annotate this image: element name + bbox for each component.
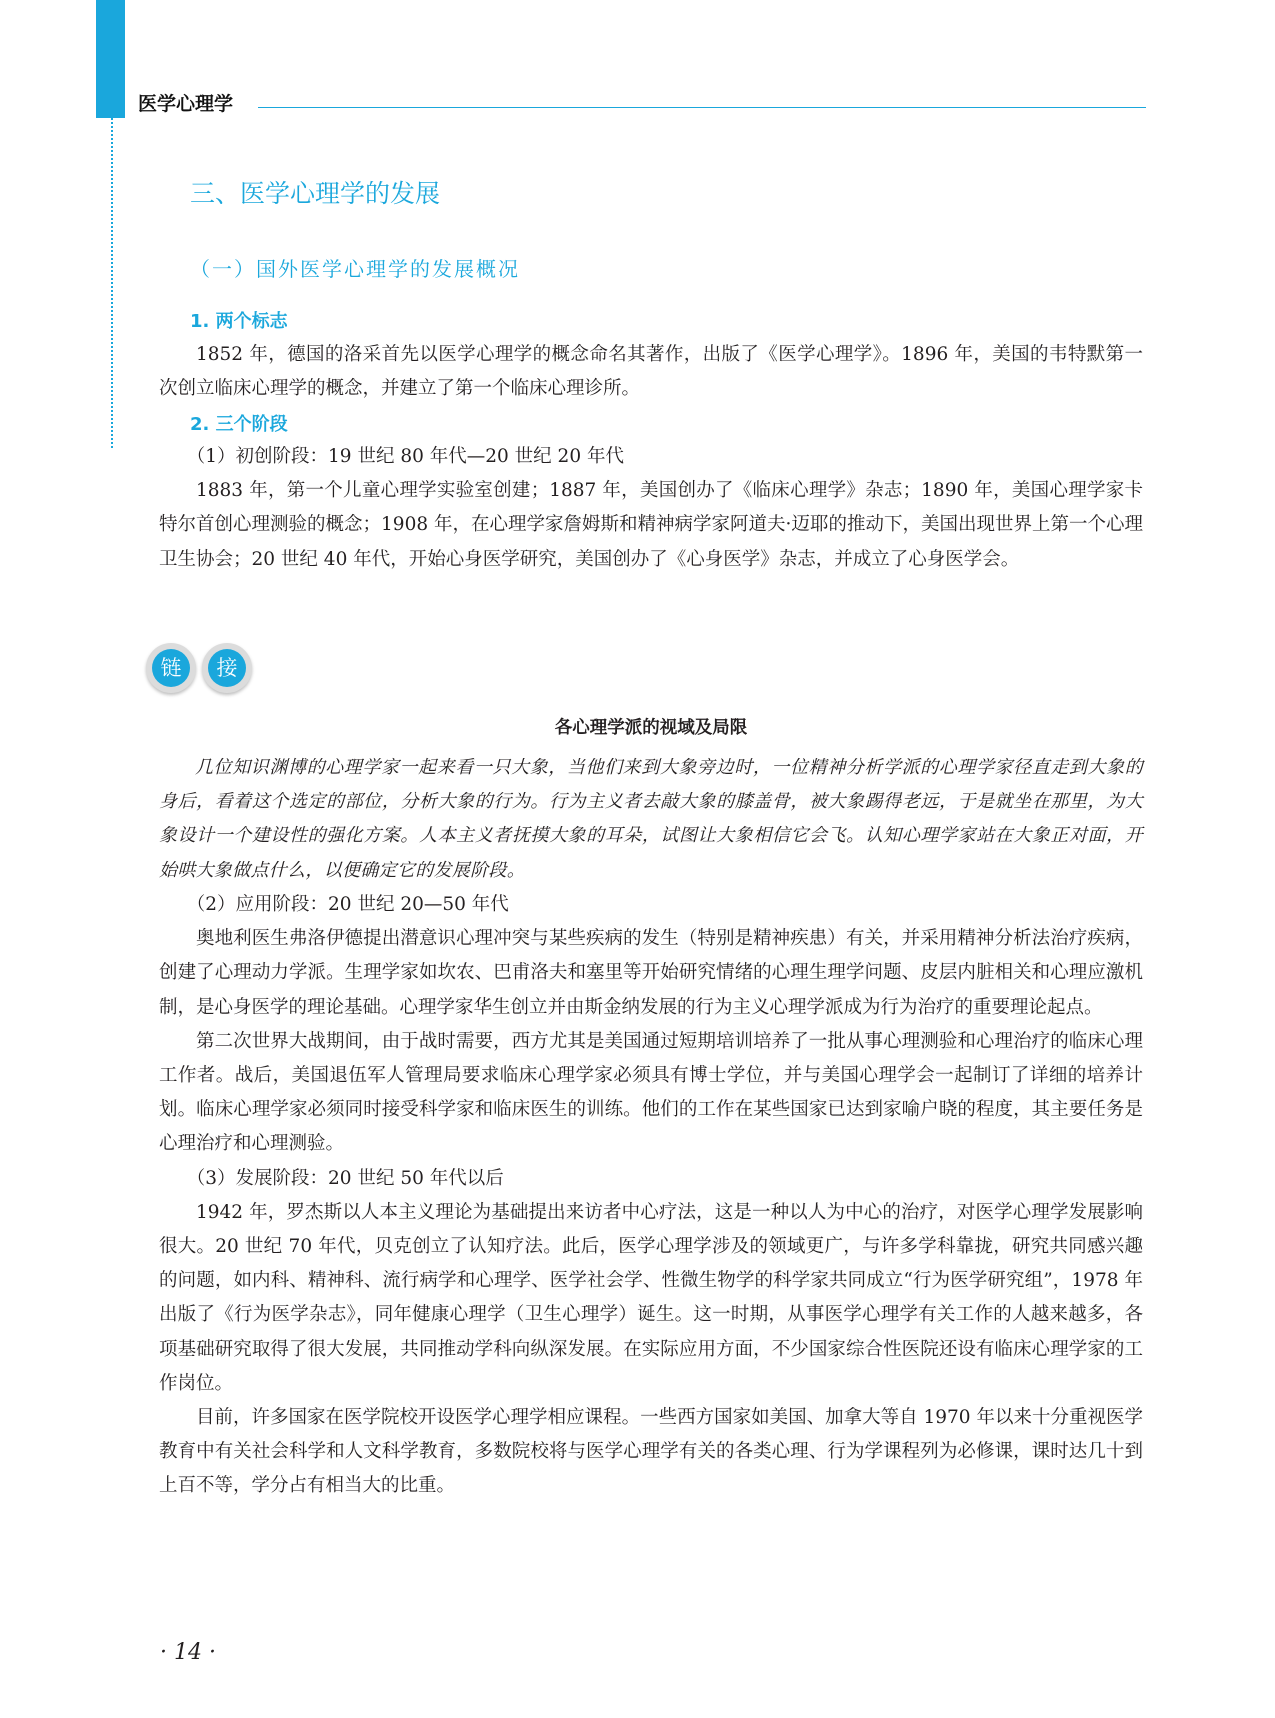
phase2-text-2: 第二次世界大战期间，由于战时需要，西方尤其是美国通过短期培训培养了一批从事心理测验和心理治疗的临床心理工作者。战后，美国退伍军人管理局要求临床心理学家必须具有博士学位，并与美国心理学会一起制订了详细的培养计划。临床心理学家必须同时接受科学家和临床医生的训练。他们的工作在某些国家已达到家喻户晓的程度，其主要任务是心理治疗和心理测验。 bbox=[159, 1030, 1143, 1155]
phase3-title: （3）发展阶段：20 世纪 50 年代以后 bbox=[186, 1167, 504, 1189]
link-badge-2 bbox=[202, 643, 252, 693]
section-title: 三、医学心理学的发展 bbox=[190, 179, 441, 208]
link-badge-1 bbox=[146, 643, 196, 693]
point-title-two-marks: 1. 两个标志 bbox=[190, 311, 288, 332]
link-badges bbox=[146, 643, 266, 699]
phase1-text: 1883 年，第一个儿童心理学实验室创建；1887 年，美国创办了《临床心理学》杂志；1890 年，美国心理学家卡特尔首创心理测验的概念；1908 年，在心理学家詹姆斯和精神病学家阿道夫·迈耶的推动下，美国出现世界上第一个心理卫生协会；20 世纪 40 年代，开始心身医学研究，美国创办了《心身医学》杂志，并成立了心身医学会。 bbox=[159, 480, 1143, 570]
subsection-title: （一）国外医学心理学的发展概况 bbox=[190, 257, 520, 281]
point-title-three-stages: 2. 三个阶段 bbox=[190, 414, 288, 435]
phase3-text: 1942 年，罗杰斯以人本主义理论为基础提出来访者中心疗法，这是一种以人为中心的治疗，对医学心理学发展影响很大。20 世纪 70 年代，贝克创立了认知疗法。此后，医学心理学涉及的领域更广，与许多学科靠拢，研究共同感兴趣的问题，如内科、精神科、流行病学和心理学、医学社会学、性微生物学的科学家共同成立“行为医学研究组”，1978 年出版了《行为医学杂志》，同年健康心理学（卫生心理学）诞生。这一时期，从事医学心理学有关工作的人越来越多，各项基础研究取得了很大发展，共同推动学科向纵深发展。在实际应用方面，不少国家综合性医院还设有临床心理学家的工作岗位。 bbox=[159, 1201, 1143, 1394]
link-box-text: 几位知识渊博的心理学家一起来看一只大象，当他们来到大象旁边时，一位精神分析学派的心理学家径直走到大象的身后，看着这个选定的部位，分析大象的行为。行为主义者去敲大象的膝盖骨，被大象踢得老远，于是就坐在那里，为大象设计一个建设性的强化方案。人本主义者抚摸大象的耳朵，试图让大象相信它会飞。认知心理学家站在大象正对面，开始哄大象做点什么，以便确定它的发展阶段。 bbox=[159, 757, 1143, 881]
page-number: · 14 · bbox=[160, 1640, 216, 1665]
link-box-title: 各心理学派的视域及局限 bbox=[554, 718, 748, 738]
closing-text: 目前，许多国家在医学院校开设医学心理学相应课程。一些西方国家如美国、加拿大等自 1970 年以来十分重视医学教育中有关社会科学和人文科学教育，多数院校将与医学心理学有关的各类心理、行为学课程列为必修课，课时达几十到上百不等，学分占有相当大的比重。 bbox=[159, 1407, 1143, 1497]
phase1-block bbox=[159, 440, 1143, 577]
header-rule bbox=[258, 107, 1146, 108]
link-box-text-block bbox=[159, 751, 1143, 888]
link-badge-1-label: 链 bbox=[152, 649, 190, 687]
paragraph-text: 1852 年，德国的洛采首先以医学心理学的概念命名其著作，出版了《医学心理学》。1896 年，美国的韦特默第一次创立临床心理学的概念，并建立了第一个临床心理诊所。 bbox=[159, 344, 1143, 400]
phase1-title: （1）初创阶段：19 世纪 80 年代—20 世纪 20 年代 bbox=[186, 446, 624, 467]
margin-dotted-line bbox=[111, 118, 113, 448]
link-badge-2-label: 接 bbox=[208, 649, 246, 687]
phase2-title: （2）应用阶段：20 世纪 20—50 年代 bbox=[186, 894, 509, 915]
running-head: 医学心理学 bbox=[138, 93, 234, 115]
phase2-text-1: 奥地利医生弗洛伊德提出潜意识心理冲突与某些疾病的发生（特别是精神疾患）有关，并采用精神分析法治疗疾病，创建了心理动力学派。生理学家如坎农、巴甫洛夫和塞里等开始研究情绪的心理生理学问题、皮层内脏相关和心理应激机制，是心身医学的理论基础。心理学家华生创立并由斯金纳发展的行为主义心理学派成为行为治疗的重要理论起点。 bbox=[159, 928, 1143, 1018]
header-tab-bar bbox=[96, 0, 125, 118]
paragraph-two-marks bbox=[159, 338, 1143, 406]
phase2-block bbox=[159, 888, 1143, 1504]
